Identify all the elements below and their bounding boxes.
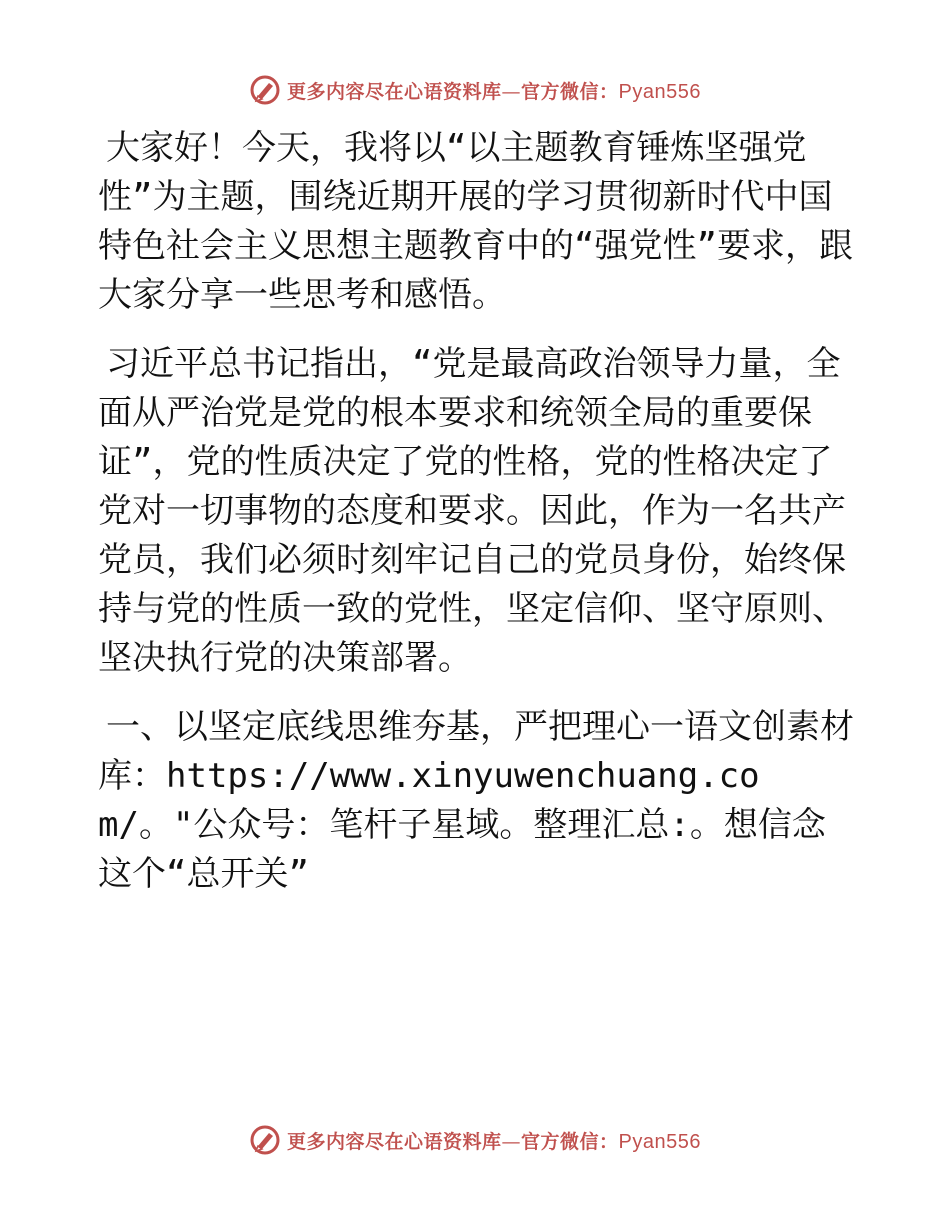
footer-watermark-banner	[0, 1120, 950, 1160]
pen-logo-icon	[249, 74, 281, 106]
header-banner-dash: —	[501, 80, 522, 103]
paragraph-quote: 习近平总书记指出，“党是最高政治领导力量，全面从严治党是党的根本要求和统领全局的重要保证”，党的性质决定了党的性格，党的性格决定了党对一切事物的态度和要求。因此，作为一名共产党员，我们必须时刻牢记自己的党员身份，始终保持与党的性质一致的党性，坚定信仰、坚守原则、坚决执行党的决策部署。	[98, 344, 846, 678]
document-body	[98, 124, 858, 919]
footer-banner-text	[287, 1127, 701, 1154]
footer-banner-dash: —	[501, 1130, 522, 1153]
paragraph-greeting: 大家好！今天，我将以“以主题教育锤炼坚强党性”为主题，围绕近期开展的学习贯彻新时代中国特色社会主义思想主题教育中的“强党性”要求，跟大家分享一些思考和感悟。	[98, 128, 853, 315]
header-watermark-banner	[0, 70, 950, 110]
header-banner-id: Pyan556	[618, 80, 701, 103]
paragraph-section-one: 一、以坚定底线思维夯基，严把理心一语文创素材库：https://www.xinyuwenchuang.com/。"公众号：笔杆子星域。整理汇总:。想信念这个“总开关”	[98, 707, 854, 894]
header-banner-main: 更多内容尽在心语资料库	[287, 80, 502, 103]
header-banner-text	[287, 77, 701, 104]
footer-banner-main: 更多内容尽在心语资料库	[287, 1130, 502, 1153]
pen-logo-icon	[249, 1124, 281, 1156]
header-banner-official: 官方微信：	[521, 80, 619, 103]
footer-banner-official: 官方微信：	[521, 1130, 619, 1153]
footer-banner-id: Pyan556	[618, 1130, 701, 1153]
